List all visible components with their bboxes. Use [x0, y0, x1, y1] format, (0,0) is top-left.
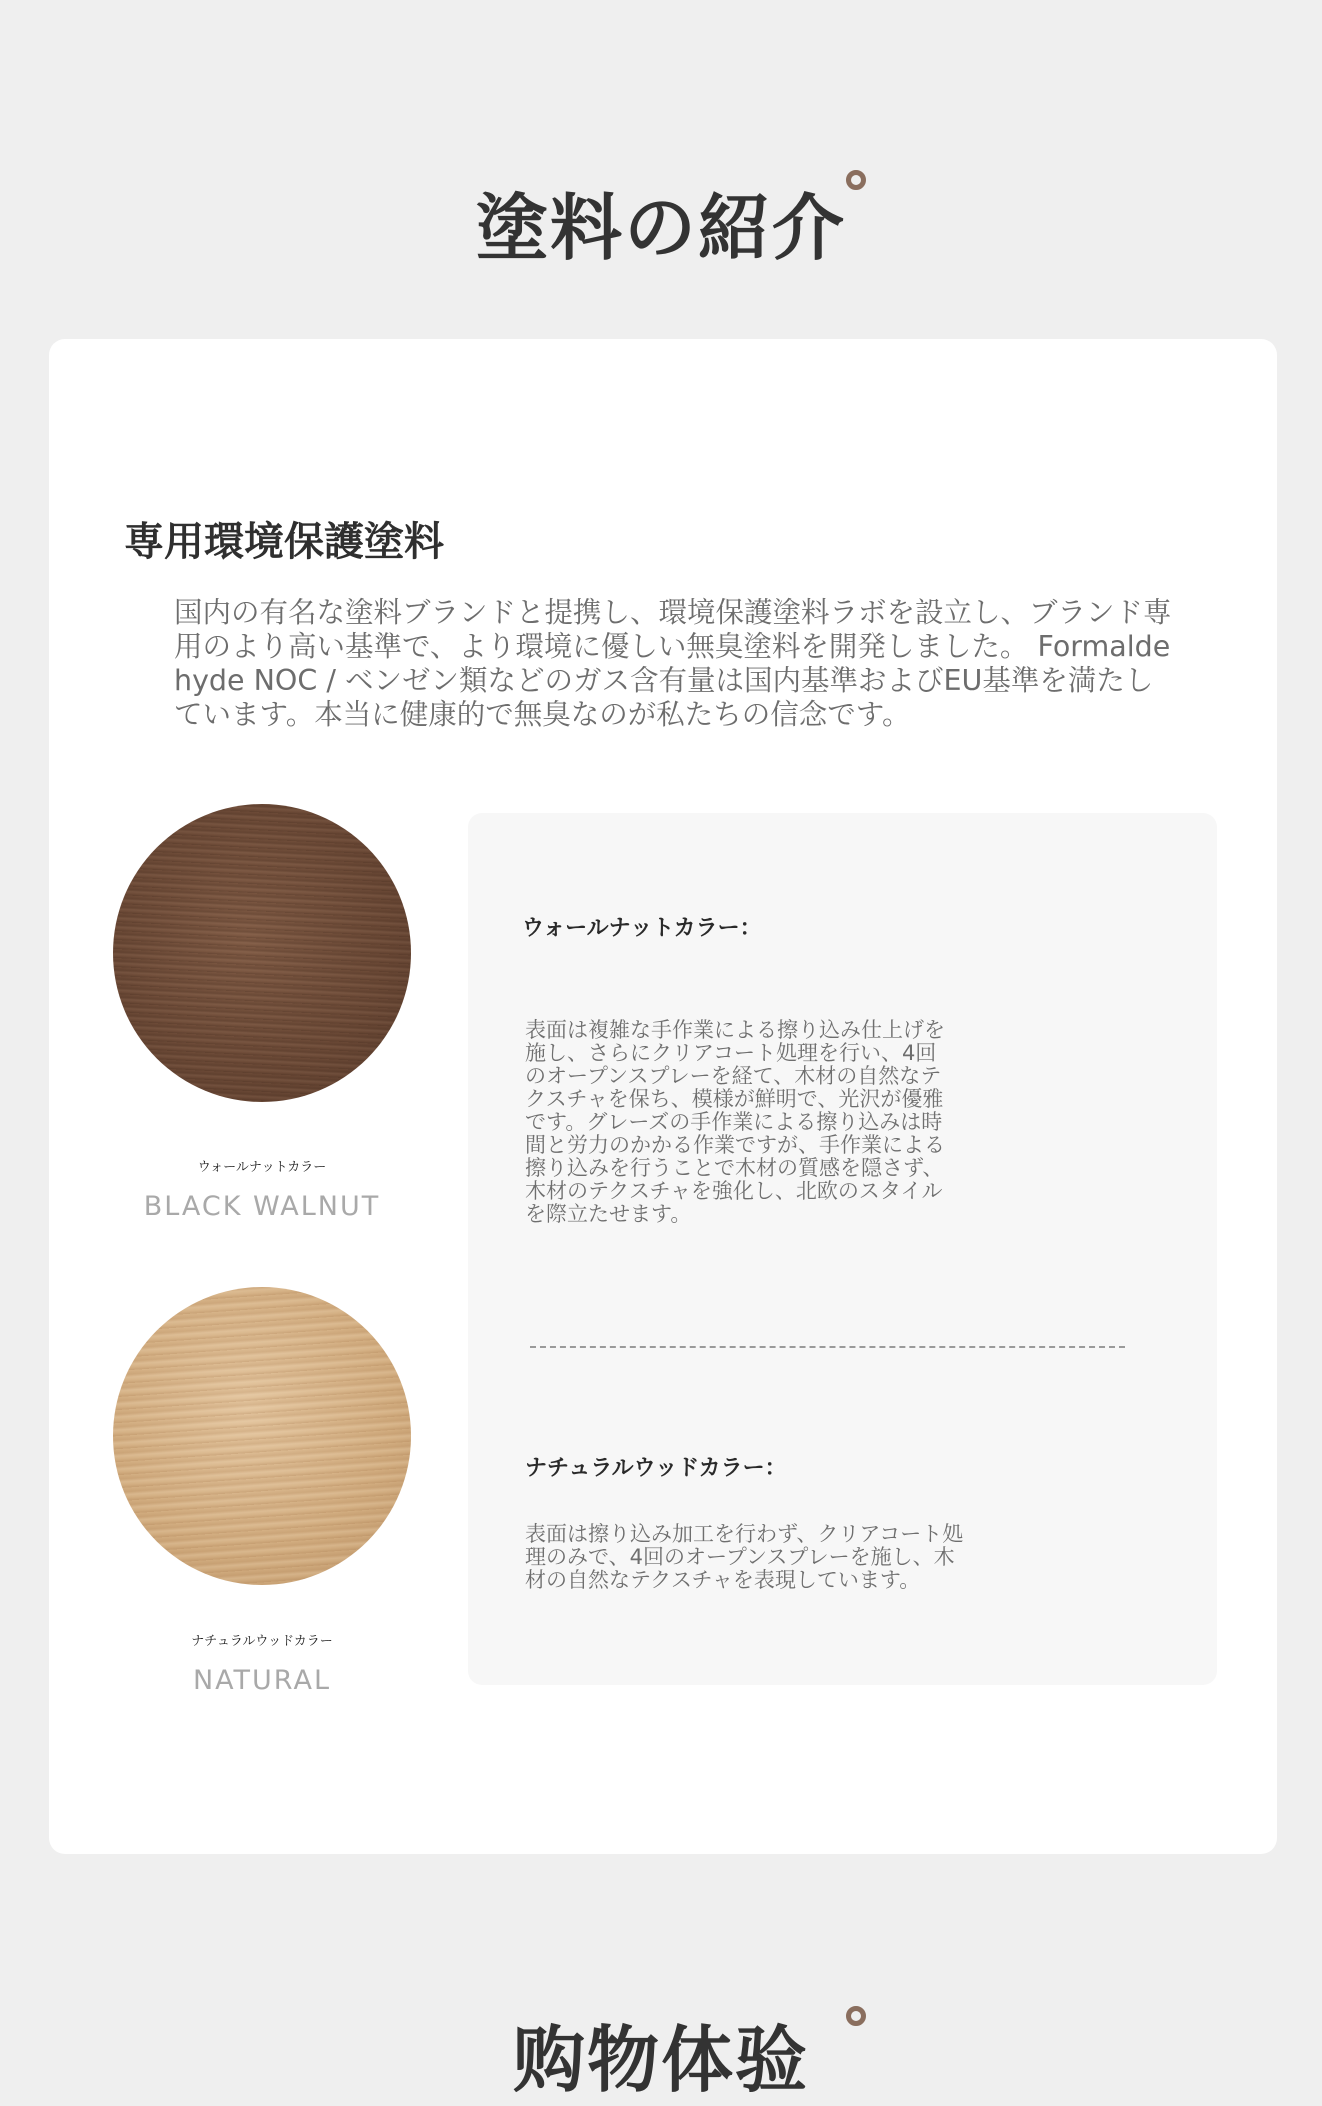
- dashed-divider: [530, 1346, 1125, 1348]
- walnut-swatch-image: [113, 804, 411, 1102]
- section-title: [0, 170, 1322, 274]
- natural-heading: ナチュラルウッドカラー：: [525, 1456, 787, 1481]
- walnut-swatch-label-en: BLACK WALNUT: [143, 1191, 381, 1222]
- natural-swatch-image: [113, 1287, 411, 1585]
- ring-decoration-icon: [846, 170, 866, 190]
- next-section-title-text: 购物体验: [512, 2018, 809, 2102]
- walnut-swatch-label-jp: ウォールナットカラー: [197, 1160, 327, 1175]
- natural-description: 表面は擦り込み加工を行わず、クリアコート処理のみで、4回のオープンスプレーを施し、木材の自然なテクスチャを表現しています。: [525, 1522, 964, 1592]
- section-title-text: 塗料の紹介: [475, 186, 846, 270]
- next-section-title: [0, 2002, 1322, 2106]
- walnut-description: 表面は複雑な手作業による擦り込み仕上げを施し、さらにクリアコート処理を行い、4回のオープンスプレーを経て、木材の自然なテクスチャを保ち、模様が鮮明で、光沢が優雅です。グレーズの手作業による擦り込みは時間と労力のかかる作業ですが、手作業による擦り込みを行うことで木材の質感を隠さず、木材のテクスチャを強化し、北欧のスタイルを際立たせます。: [525, 1018, 945, 1226]
- paint-description: 国内の有名な塗料ブランドと提携し、環境保護塗料ラボを設立し、ブランド専用のより高い基準で、より環境に優しい無臭塗料を開発しました。 Formaldehyde NOC / ベンゼン類などのガス含有量は国内基準およびEU基準を満たしています。本当に健康的で無臭なのが私たちの信念です。: [174, 596, 1172, 731]
- natural-swatch-label-en: NATURAL: [192, 1665, 331, 1696]
- paint-title: 専用環境保護塗料: [124, 519, 444, 565]
- natural-swatch-label-jp: ナチュラルウッドカラー: [191, 1634, 333, 1649]
- ring-decoration-icon: [846, 2006, 866, 2026]
- walnut-heading: ウォールナットカラー：: [522, 916, 762, 941]
